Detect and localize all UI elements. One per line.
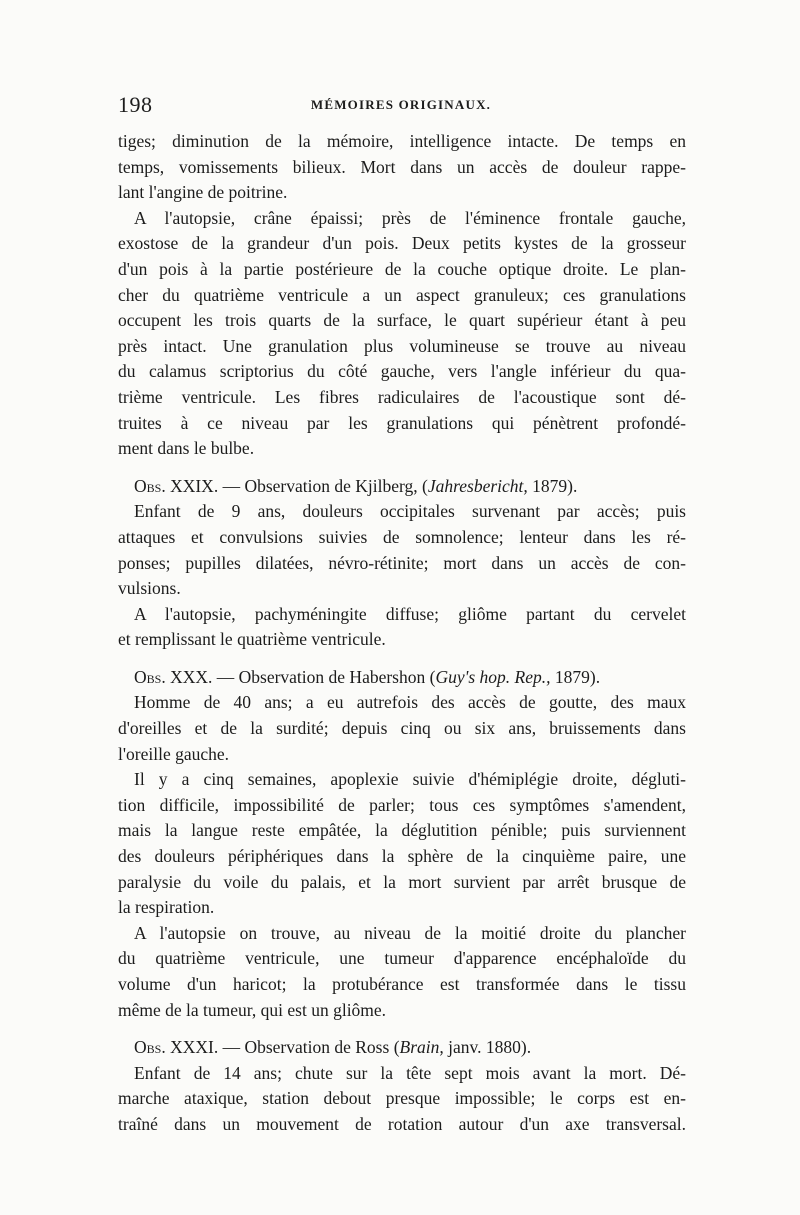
- text-line: truites à ce niveau par les granulations qui pénètrent profondé-: [118, 412, 686, 433]
- obs-year: 1879).: [532, 475, 578, 496]
- observation-heading: Obs. XXXI. — Observation de Ross (Brain, janv. 1880).: [134, 1037, 532, 1058]
- text-line: d'oreilles et de la surdité; depuis cinq ou six ans, bruissements dans: [118, 718, 686, 739]
- text-line: vulsions.: [118, 578, 181, 599]
- obs-year: janv. 1880).: [448, 1037, 532, 1058]
- obs-number: XXIX.: [170, 475, 219, 496]
- text-line: traîné dans un mouvement de rotation autour d'un axe transversal.: [118, 1113, 686, 1134]
- text-line: occupent les trois quarts de la surface, le quart supérieur étant à peu: [118, 310, 686, 331]
- obs-dash: —: [216, 666, 235, 687]
- text-line: l'oreille gauche.: [118, 743, 230, 764]
- observation-heading: Obs. XXIX. — Observation de Kjilberg, (Jahresbericht, 1879).: [134, 475, 578, 496]
- text-line: temps, vomissements bilieux. Mort dans un accès de douleur rappe-: [118, 156, 686, 177]
- observation-paragraph: [118, 499, 686, 601]
- observation-paragraph: [118, 602, 686, 653]
- text-line: tiges; diminution de la mémoire, intelligence intacte. De temps en: [118, 131, 686, 151]
- page-body: [118, 129, 686, 1138]
- text-line: trième ventricule. Les fibres radiculaires de l'acoustique sont dé-: [118, 386, 686, 407]
- text-line: A l'autopsie, crâne épaissi; près de l'éminence frontale gauche,: [134, 207, 686, 228]
- observation-heading: Obs. XXX. — Observation de Habershon (Guy's hop. Rep., 1879).: [134, 666, 601, 687]
- obs-text: Observation de Habershon: [238, 666, 426, 687]
- text-line: ment dans le bulbe.: [118, 438, 255, 459]
- text-line: tion difficile, impossibilité de parler; tous ces symptômes s'amendent,: [118, 794, 686, 815]
- text-line: Homme de 40 ans; a eu autrefois des accès de goutte, des maux: [134, 692, 686, 713]
- text-line: lant l'angine de poitrine.: [118, 182, 288, 203]
- paragraph-continuation: [118, 129, 686, 206]
- text-line: près intact. Une granulation plus volumineuse se trouve au niveau: [118, 335, 686, 356]
- text-line: des douleurs périphériques dans la sphère de la cinquième paire, une: [118, 846, 686, 867]
- observation-paragraph: [118, 690, 686, 767]
- text-line: volume d'un haricot; la protubérance est transformée dans le tissu: [118, 974, 686, 994]
- text-line: mais la langue reste empâtée, la déglutition pénible; puis surviennent: [118, 820, 686, 841]
- obs-label: Obs.: [134, 666, 166, 687]
- text-line: A l'autopsie, pachyméningite diffuse; gliôme partant du cervelet: [134, 603, 686, 624]
- text-line: du calamus scriptorius du côté gauche, vers l'angle inférieur du qua-: [118, 361, 686, 382]
- paragraph-autopsy: [118, 206, 686, 462]
- obs-source: Jahresbericht,: [427, 475, 528, 496]
- running-title: MÉMOIRES ORIGINAUX.: [310, 97, 492, 112]
- observation-paragraph: [118, 921, 686, 1023]
- page-header: [118, 92, 684, 122]
- text-line: et remplissant le quatrième ventricule.: [118, 629, 386, 650]
- text-line: ponses; pupilles dilatées, névro-rétinite; mort dans un accès de con-: [118, 552, 686, 573]
- observation-paragraph: [118, 767, 686, 921]
- obs-year: 1879).: [554, 666, 601, 687]
- text-line: Il y a cinq semaines, apoplexie suivie d'hémiplégie droite, dégluti-: [134, 769, 686, 790]
- obs-dash: —: [222, 1037, 241, 1058]
- obs-source: Brain,: [399, 1037, 444, 1058]
- text-line: Enfant de 9 ans, douleurs occipitales survenant par accès; puis: [134, 501, 686, 522]
- text-line: du quatrième ventricule, une tumeur d'apparence encéphaloïde du: [118, 948, 686, 969]
- obs-label: Obs.: [134, 475, 166, 496]
- obs-text: Observation de Ross: [244, 1037, 390, 1058]
- text-line: paralysie du voile du palais, et la mort survient par arrêt brusque de: [118, 871, 686, 892]
- text-line: d'un pois à la partie postérieure de la couche optique droite. Le plan-: [118, 258, 686, 279]
- observation-paragraph: [118, 1061, 686, 1138]
- text-line: cher du quatrième ventricule a un aspect granuleux; ces granulations: [118, 284, 686, 305]
- page-number: 198: [118, 92, 153, 117]
- text-line: marche ataxique, station debout presque impossible; le corps est en-: [118, 1088, 686, 1109]
- obs-number: XXX.: [170, 666, 213, 687]
- text-line: la respiration.: [118, 897, 215, 918]
- text-line: A l'autopsie on trouve, au niveau de la moitié droite du plancher: [134, 922, 686, 943]
- obs-dash: —: [222, 475, 241, 496]
- text-line: Enfant de 14 ans; chute sur la tête sept mois avant la mort. Dé-: [134, 1062, 686, 1083]
- obs-label: Obs.: [134, 1037, 166, 1058]
- obs-source: Guy's hop. Rep.,: [435, 666, 551, 687]
- obs-number: XXXI.: [170, 1037, 219, 1058]
- text-line: exostose de la grandeur d'un pois. Deux petits kystes de la grosseur: [118, 233, 686, 254]
- text-line: même de la tumeur, qui est un gliôme.: [118, 999, 387, 1020]
- obs-text: Observation de Kjilberg,: [244, 475, 418, 496]
- text-line: attaques et convulsions suivies de somnolence; lenteur dans les ré-: [118, 526, 686, 547]
